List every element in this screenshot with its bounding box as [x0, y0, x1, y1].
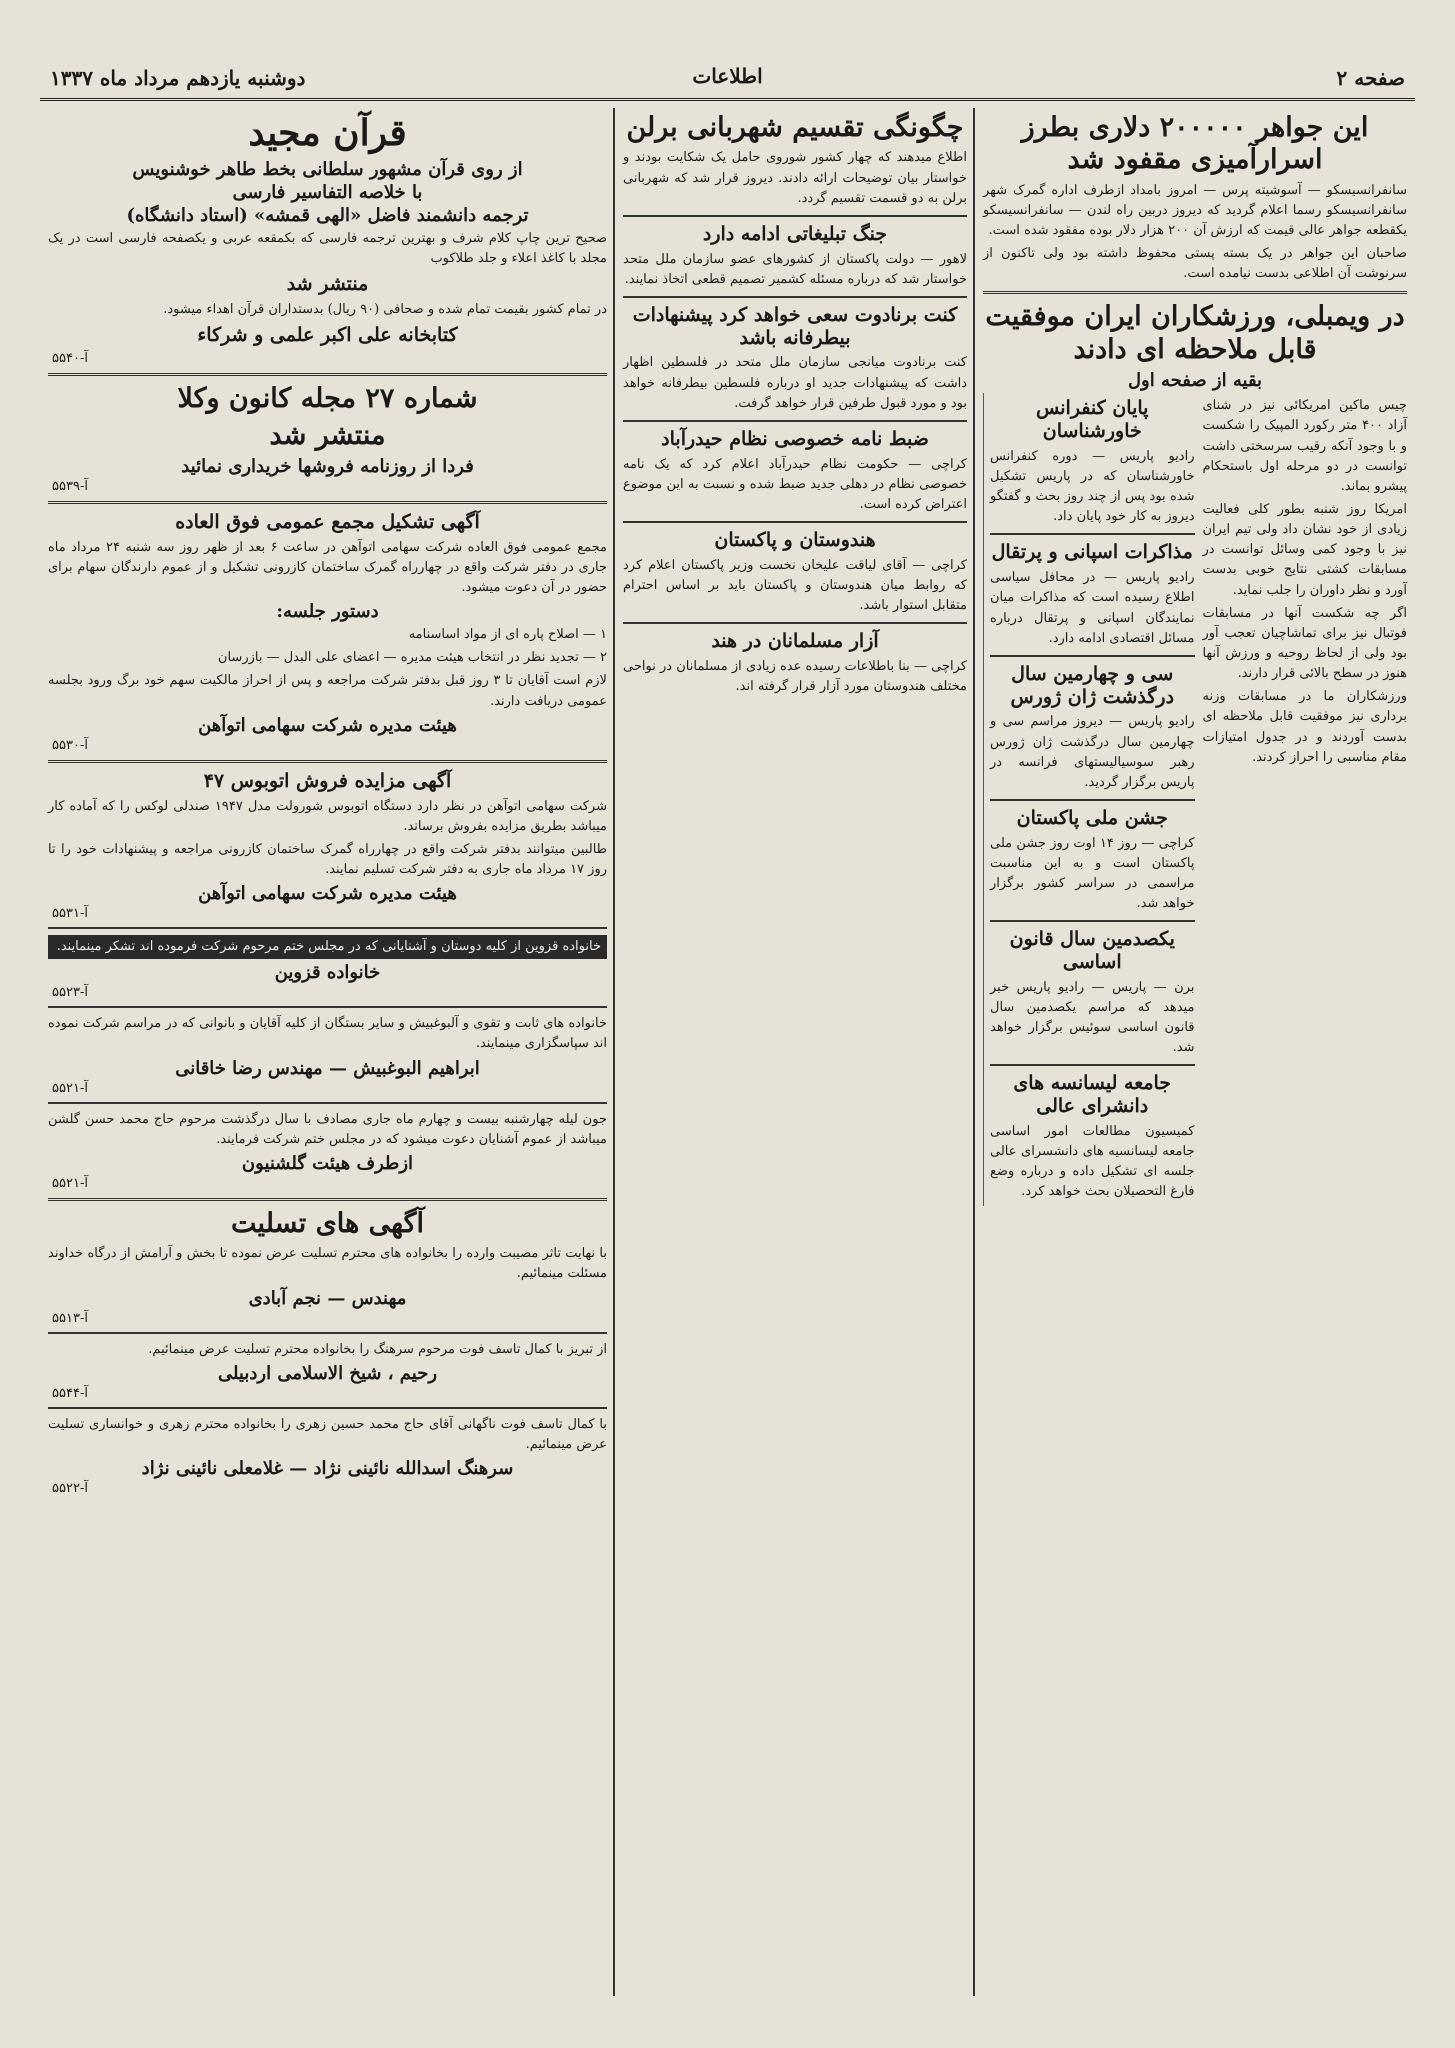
divider	[623, 622, 967, 624]
zeus-body: رادیو پاریس — دیروز مراسم سی و چهارمین سال درگذشت ژان ژورس رهبر سوسیالیستهای فرانسه در پاریس برگزار گردید.	[990, 714, 1195, 790]
gulshan-body: جون لیله چهارشنبه بیست و چهارم ماه جاری مصادف با سال درگذشت مرحوم حاج محمد حسن گلشن میباشد از عموم آشنایان دعوت میشود که در مجلس ختم شرکت فرمایند.	[48, 1111, 607, 1147]
notice-family: خانواده قزوین	[274, 962, 381, 984]
divider	[623, 420, 967, 422]
auction-signature: هیئت مدیره شرکت سهامی اتوآهن	[198, 883, 457, 905]
conference-body: رادیو پاریس — دوره کنفرانس خاورشناسان که در پاریس تشکیل شده بود پس از چند روز بحث و گفتگو دیروز به کار خود پایان داد.	[990, 448, 1195, 525]
date-line: دوشنبه یازدهم مرداد ماه ۱۳۳۷	[50, 66, 306, 90]
wrestlers-body: ورزشکاران ما در مسابقات وزنه برداری نیز موفقیت قابل ملاحظه ای بدست آوردند و در جدول امتیازات مقام مناسبی را احراز کردند.	[1202, 689, 1407, 765]
divider	[48, 927, 607, 929]
israel-body: کنت برنادوت میانجی سازمان ملل متحد در فلسطین اظهار داشت که پیشنهادات جدید او درباره فلسطین بیطرفانه خواهد بود و مورد قبول طرفین قرار خواهد گرفت.	[623, 355, 967, 411]
assembly-title: آگهی تشکیل مجمع عمومی فوق العاده	[175, 510, 480, 533]
condolence-item: با کمال تاسف فوت ناگهانی آقای حاج محمد حسین زهری را بخانواده محترم زهری و خوانساری تسلیت عرض مینمائیم.	[48, 1416, 607, 1452]
univ-body: کمیسیون مطالعات امور اساسی جامعه لیسانسیه های دانشسرای عالی جلسه ای تشکیل داده و درباره وضع فارغ التحصیلان بحث خواهد کرد.	[990, 1124, 1195, 1200]
reporter-body: لاهور — دولت پاکستان از کشورهای عضو سازمان ملل متحد خواستار شد که درباره مسئله کشمیر تصمیم قطعی اتخاذ نمایند.	[623, 251, 967, 287]
auction-title: آگهی مزایده فروش اتوبوس ۴۷	[203, 769, 452, 792]
ad-code: آ-۵۵۳۹	[52, 478, 88, 494]
auction-body: طالبین میتوانند بدفتر شرکت واقع در چهارراه گمرک ساختمان کازرونی مراجعه و پیشنهادات خود را تا روز ۱۷ مرداد ماه جاری به دفتر شرکت تسلیم نمایند.	[48, 841, 607, 877]
condolence-item: از تبریز با کمال تاسف فوت مرحوم سرهنگ را بخانواده محترم تسلیت عرض مینمائیم.	[148, 1341, 607, 1357]
hyderabad-body: کراچی — حکومت نظام حیدرآباد اعلام کرد که یک نامه خصوصی نظام در دهلی جدید ضبط شده و نسبت به این موضوع اعتراض کرده است.	[623, 456, 967, 512]
ad-code: آ-۵۵۴۴	[52, 1385, 88, 1401]
divider	[48, 1006, 607, 1008]
ad-code: آ-۵۵۲۱	[52, 1080, 88, 1096]
quran-price: در تمام کشور بقیمت تمام شده و صحافی (۹۰ ریال) بدستداران قرآن اهداء میشود.	[163, 302, 607, 318]
column-left	[40, 108, 615, 1996]
ad-code: آ-۵۵۴۰	[52, 351, 88, 367]
divider	[990, 655, 1195, 657]
india-headline: هندوستان و پاکستان	[714, 529, 876, 552]
divider	[48, 760, 607, 763]
agenda-title: دستور جلسه:	[276, 601, 379, 623]
jewel-headline: این جواهر ۲۰۰۰۰۰ دلاری بطرز اسرارآمیزی مقفود شد	[1021, 112, 1369, 176]
divider	[990, 799, 1195, 801]
law-headline: یکصدمین سال قانون اساسی	[1009, 928, 1175, 974]
ad-code: آ-۵۵۳۰	[52, 737, 88, 753]
divider	[48, 501, 607, 504]
agenda-item: ۱ — اصلاح پاره ای از مواد اساسنامه	[408, 627, 607, 643]
notice-dark: خانواده قزوین از کلیه دوستان و آشنایانی که در مجلس ختم مرحوم شرکت فرموده اند تشکر مینمایند.	[48, 935, 607, 959]
divider	[48, 1407, 607, 1409]
divider	[990, 533, 1195, 535]
agenda-item: ۲ — تجدید نظر در انتخاب هیئت مدیره — اعضای علی البدل — بازرسان	[217, 650, 607, 666]
condolence-signature: سرهنگ اسدالله نائینی نژاد — غلامعلی نائینی نژاد	[141, 1457, 514, 1479]
ad-code: آ-۵۵۲۲	[52, 1480, 88, 1496]
jewel-body: سانفرانسیسکو — آسوشیته پرس — امروز بامداد ازطرف اداره گمرک شهر سانفرانسیسکو رسما اعلام گردید که دیروز دربین راه لندن — سانفرانسیسکو یکقطعه جواهر عالی قیمت که ارزش آن ۲۰۰ هزار دلار بوده مفقود شده است.	[983, 182, 1407, 239]
jewel-body: صاحبان این جواهر در یک بسته پستی محفوظ داشته بود ولی تاکنون از سرنوشت آن اطلاعی بدست نیامده است.	[983, 246, 1407, 282]
ad-code: آ-۵۵۳۱	[52, 906, 88, 922]
divider	[48, 1198, 607, 1201]
wrestlers-subhead: بقیه از صفحه اول	[1127, 370, 1263, 392]
divider	[48, 1332, 607, 1334]
page-header	[40, 52, 1415, 101]
ad-code: آ-۵۵۲۳	[52, 985, 88, 1001]
divider	[48, 373, 607, 376]
quran-description: صحیح ترین چاپ کلام شرف و بهترین ترجمه فارسی که بکمقعه عربی و یکصفحه فارسی است در یک مجلد با کاغذ اعلاء و جلد طلاکوب	[48, 231, 607, 267]
quran-subtitle: با خلاصه التفاسیر فارسی	[232, 182, 423, 204]
zeus-headline: سی و چهارمین سال درگذشت ژان ژورس	[1010, 662, 1175, 708]
wrestlers-body: چیس ماکین امریکائی نیز در شنای آزاد ۴۰۰ متر رکورد المپیک را شکست و با وجود آنکه رقیب سرسختی داشت توانست در دو مرحله اول باستحکام پیشرو بماند.	[1202, 398, 1407, 494]
divider	[623, 215, 967, 217]
condolence-body: خانواده های ثابت و تقوی و آلبوغبیش و سایر بستگان از کلیه آقایان و بانوانی که در مراسم شرکت نموده اند سپاسگزاری مینمایند.	[48, 1016, 607, 1052]
israel-headline: کنت برنادوت سعی خواهد کرد پیشنهادات بیطرفانه باشد	[632, 303, 958, 349]
pakistan-body: کراچی — روز ۱۴ اوت روز جشن ملی پاکستان است و به این مناسبت مراسمی در سراسر کشور برگزار خواهد شد.	[990, 835, 1195, 912]
condolence-signature: رحیم ، شیخ الاسلامی اردبیلی	[217, 1362, 438, 1384]
divider	[623, 296, 967, 298]
divider	[990, 1064, 1195, 1066]
wrestlers-headline: در ویمبلی، ورزشکاران ایران موفقیت قابل ملاحظه ای دادند	[985, 301, 1405, 365]
condolence-item: با نهایت تاثر مصیبت وارده را بخانواده های محترم تسلیت عرض نموده تا بخش و آرامش از درگاه خداوند مسئلت مینمائیم.	[48, 1246, 607, 1282]
divider	[48, 1102, 607, 1104]
assembly-body: مجمع عمومی فوق العاده شرکت سهامی اتوآهن در ساعت ۶ بعد از ظهر روز سه شنبه ۲۴ مرداد ماه جاری در دفتر شرکت واقع در چهارراه گمرک ساختمان کازرونی تشکیل و از عموم دارندگان سهام برای حضور در آن دعوت میشود.	[48, 539, 608, 596]
wrestlers-body: اگر چه شکست آنها در مسابقات فوتبال نیز برای تماشاچیان تعجب آور بود ولی از لحاظ روحیه و ورزش آنها هنوز در سطح بالائی قرار دارند.	[1202, 605, 1407, 682]
column-middle	[615, 108, 975, 1996]
quran-published: منتشر شد	[286, 273, 369, 296]
magazine-title: شماره ۲۷ مجله کانون وکلا	[177, 383, 478, 415]
spain-body: رادیو پاریس — در محافل سیاسی اطلاع رسیده است که مذاکرات میان نمایندگان اسپانی و پرتقال درباره مسائل اقتصادی ادامه دارد.	[990, 570, 1195, 646]
conference-headline: پایان کنفرانس خاورشناسان	[1036, 397, 1149, 443]
pakistan-headline: جشن ملی پاکستان	[1016, 806, 1168, 829]
berlin-body: اطلاع میدهند که چهار کشور شوروی حامل یک شکایت بودند و خواستار بیان توضیحات ارائه دادند. دیروز قرار شد که شهربانی برلن به دو قسمت تقسیم گردد.	[623, 150, 967, 206]
law-body: برن — پاریس — رادیو پاریس خبر میدهد که مراسم یکصدمین سال قانون اساسی سوئیس برگزار خواهد شد.	[990, 979, 1195, 1056]
univ-headline: جامعه لیسانسه های دانشرای عالی	[1013, 1072, 1172, 1118]
magazine-published: منتشر شد	[269, 419, 386, 451]
magazine-subtitle: فردا از روزنامه فروشها خریداری نمائید	[181, 455, 474, 477]
quran-translator: ترجمه دانشمند فاضل «الهی قمشه» (استاد دانشگاه)	[126, 205, 529, 227]
divider	[990, 920, 1195, 922]
berlin-headline: چگونگی تقسیم شهربانی برلن	[626, 112, 964, 143]
condolence-signature: مهندس — نجم آبادی	[248, 1287, 407, 1309]
assembly-signature: هیئت مدیره شرکت سهامی اتوآهن	[198, 714, 457, 736]
condolence-names: ابراهیم البوغبیش — مهندس رضا خاقانی	[175, 1057, 480, 1079]
paper-name: اطلاعات	[692, 64, 763, 88]
muslims-headline: آزار مسلمانان در هند	[711, 630, 879, 653]
page-number: صفحه ۲	[1336, 66, 1405, 90]
quran-publisher: کتابخانه علی اکبر علمی و شرکاء	[197, 324, 458, 347]
column-right	[975, 108, 1415, 1996]
ad-code: آ-۵۵۲۱	[52, 1175, 88, 1191]
muslims-body: کراچی — بنا باطلاعات رسیده عده زیادی از مسلمانان در نواحی مختلف هندوستان مورد آزار قرار گرفته اند.	[623, 659, 967, 695]
divider	[623, 521, 967, 523]
spain-headline: مذاکرات اسپانی و پرتقال	[991, 541, 1193, 564]
divider	[983, 291, 1407, 294]
condolences-title: آگهی های تسلیت	[231, 1207, 424, 1239]
gulshan-signature: ازطرف هیئت گلشنیون	[241, 1152, 414, 1174]
wrestlers-body: امریکا روز شنبه بطور کلی فعالیت زیادی از خود نشان داد ولی تیم ایران نیز با وجود کمی وسائل توانست در مسابقات کشتی نتایج خوبی بدست آورد و نظر داوران را جلب نماید.	[1202, 501, 1407, 598]
auction-body: شرکت سهامی اتوآهن در نظر دارد دستگاه اتوبوس شورولت مدل ۱۹۴۷ صندلی لوکس را که آماده کار میباشد بطریق مزایده بفروش برساند.	[48, 798, 607, 834]
hyderabad-headline: ضبط نامه خصوصی نظام حیدرآباد	[661, 427, 929, 450]
quran-title: قرآن مجید	[248, 112, 407, 154]
quran-subtitle: از روی قرآن مشهور سلطانی بخط طاهر خوشنویس	[132, 159, 523, 181]
reporter-headline: جنگ تبلیغاتی ادامه دارد	[702, 222, 888, 245]
ad-code: آ-۵۵۱۳	[52, 1310, 88, 1326]
india-body: کراچی — آقای لیاقت علیخان نخست وزیر پاکستان اعلام کرد که روابط میان هندوستان و پاکستان باید بر اساس احترام متقابل استوار باشد.	[623, 557, 967, 614]
wrestlers-columns	[983, 393, 1407, 1205]
assembly-note: لازم است آقایان تا ۳ روز قبل بدفتر شرکت مراجعه و پس از احراز مالکیت سهم خود برگ ورود بجلسه عمومی دریافت دارند.	[48, 673, 607, 709]
